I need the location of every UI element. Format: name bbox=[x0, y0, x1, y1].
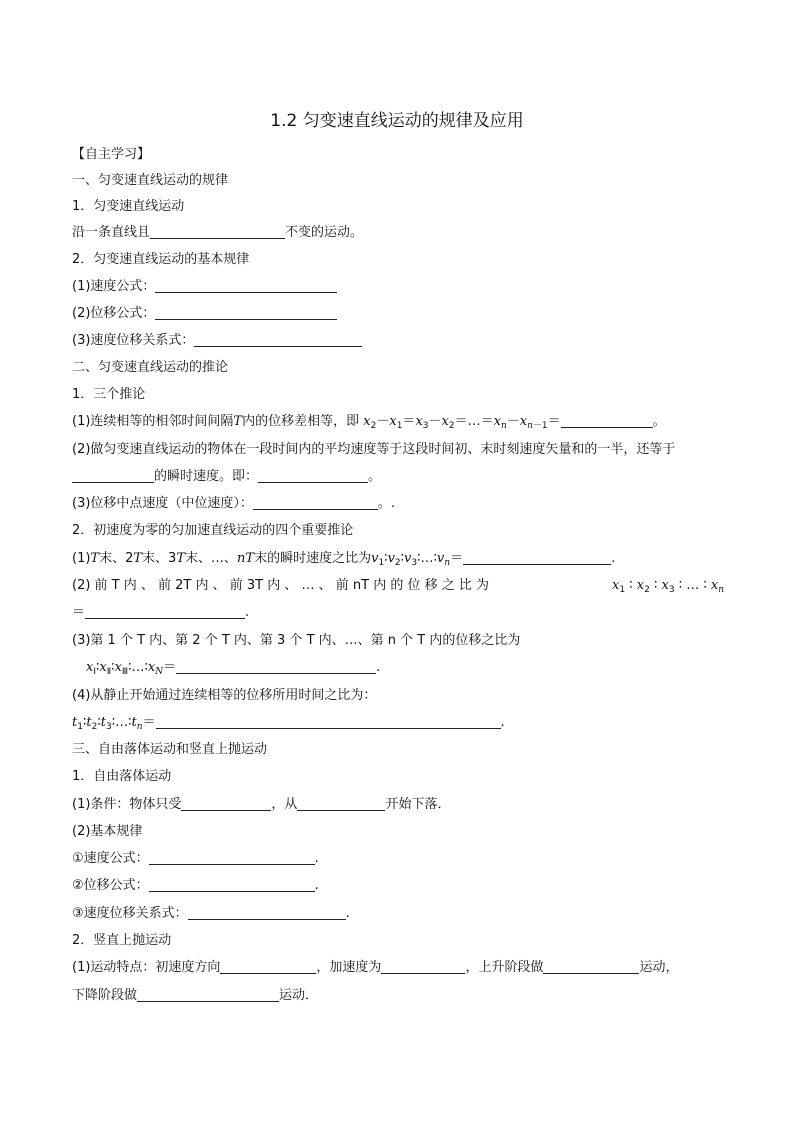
inference-2-cont: 的瞬时速度。即： 。 bbox=[72, 468, 381, 486]
projectile-features bbox=[72, 959, 678, 977]
text: (2) 前 T 内 、 前 2T 内 、 前 3T 内 、 … 、 前 nT 内 的 位 移 之 比 为 bbox=[72, 578, 490, 593]
blank-field[interactable] bbox=[176, 659, 376, 674]
blank-field[interactable] bbox=[194, 332, 362, 347]
blank-field[interactable] bbox=[258, 468, 368, 483]
subheading-3-1: 1．自由落体运动 bbox=[72, 769, 172, 784]
text: 内的位移差相等，即 bbox=[242, 414, 360, 429]
blank-field[interactable] bbox=[155, 305, 337, 320]
ratio-2-tail: $x_1$ ∶ $x_2$ ∶ $x_3$ ∶ … ∶ $x_n$ bbox=[612, 578, 724, 595]
text: (1)连续相等的相邻时间间隔 bbox=[72, 414, 234, 429]
ratio-3-cont: $x_Ⅰ∶x_Ⅱ∶x_Ⅲ∶\dots∶x_N=$ . bbox=[86, 660, 381, 677]
page-title: 1.2 匀变速直线运动的规律及应用 bbox=[270, 111, 524, 131]
heading-3: 三、自由落体运动和竖直上抛运动 bbox=[72, 742, 268, 757]
blank-field[interactable] bbox=[85, 604, 245, 619]
label: ②位移公式： bbox=[72, 878, 149, 893]
label: ③速度位移关系式： bbox=[72, 906, 188, 921]
label: (3)速度位移关系式： bbox=[72, 333, 195, 348]
basic-laws: (2)基本规律 bbox=[72, 824, 143, 839]
heading-1: 一、匀变速直线运动的规律 bbox=[72, 173, 229, 188]
projectile-features-cont bbox=[72, 987, 318, 1005]
blank-field[interactable] bbox=[72, 468, 154, 483]
subheading-3-2: 2．竖直上抛运动 bbox=[72, 933, 172, 948]
ratio-4-cont: $t_1∶t_2∶t_3∶\dots∶t_n=$ . bbox=[72, 715, 505, 732]
text: 不变的运动。 bbox=[285, 225, 364, 240]
ratio-2-cont: ＝ . bbox=[72, 605, 250, 620]
subheading-2-1: 1．三个推论 bbox=[72, 387, 146, 402]
inference-2: (2)做匀变速直线运动的物体在一段时间内的平均速度等于这段时间初、末时刻速度矢量和的一半，还等于 bbox=[72, 442, 676, 457]
text: 运动， bbox=[639, 960, 679, 975]
velocity-displacement-line bbox=[72, 332, 362, 350]
text: (1)运动特点：初速度方向 bbox=[72, 960, 221, 975]
text: 开始下落． bbox=[385, 797, 451, 812]
blank-field[interactable] bbox=[381, 959, 465, 974]
subheading-1-1: 1．匀变速直线运动 bbox=[72, 199, 185, 214]
blank-field[interactable] bbox=[463, 550, 611, 565]
displacement-formula-line bbox=[72, 305, 337, 323]
blank-field[interactable] bbox=[181, 796, 271, 811]
subheading-2-2: 2．初速度为零的匀加速直线运动的四个重要推论 bbox=[72, 523, 354, 538]
inference-1: (1)连续相等的相邻时间间隔T内的位移差相等，即 $x_2-x_1=x_3-x_2=\dots=x_n-x_{n-1}=$ 。 bbox=[72, 414, 666, 431]
free-fall-displacement: ②位移公式： . bbox=[72, 878, 319, 893]
label: (2)位移公式： bbox=[72, 306, 156, 321]
text: 沿一条直线且 bbox=[72, 225, 151, 240]
free-fall-condition bbox=[72, 796, 450, 814]
text: ，上升阶段做 bbox=[465, 960, 544, 975]
blank-field[interactable] bbox=[220, 959, 316, 974]
blank-field[interactable] bbox=[155, 278, 337, 293]
uniform-accel-definition bbox=[72, 224, 363, 242]
free-fall-velocity: ①速度公式： . bbox=[72, 851, 319, 866]
ratio-4: (4)从静止开始通过连续相等的位移所用时间之比为： bbox=[72, 688, 377, 703]
blank-field[interactable] bbox=[149, 850, 315, 865]
blank-field[interactable] bbox=[150, 224, 285, 239]
text: ，加速度为 bbox=[316, 960, 382, 975]
inference-3: (3)位移中点速度（中位速度）： 。. bbox=[72, 496, 396, 511]
blank-field[interactable] bbox=[543, 959, 639, 974]
blank-field[interactable] bbox=[137, 987, 279, 1002]
blank-field[interactable] bbox=[253, 495, 378, 510]
blank-field[interactable] bbox=[156, 714, 501, 729]
velocity-formula-line bbox=[72, 278, 337, 296]
text: (1)条件：物体只受 bbox=[72, 797, 182, 812]
text: (3)位移中点速度（中位速度）： bbox=[72, 496, 253, 511]
text: 末的瞬时速度之比为 bbox=[254, 551, 372, 566]
ratio-1: (1)T末、2T末、3T末、…、nT末的瞬时速度之比为$v_1∶v_2∶v_3∶\dots∶v_n=$ . bbox=[72, 551, 616, 568]
label: (1)速度公式： bbox=[72, 279, 156, 294]
blank-field[interactable] bbox=[188, 905, 346, 920]
text: 的瞬时速度。即： bbox=[154, 469, 259, 484]
text: 下降阶段做 bbox=[72, 988, 138, 1003]
text: 运动． bbox=[279, 988, 319, 1003]
text: ，从 bbox=[271, 797, 298, 812]
blank-field[interactable] bbox=[297, 796, 385, 811]
heading-2: 二、匀变速直线运动的推论 bbox=[72, 360, 229, 375]
blank-field[interactable] bbox=[149, 877, 315, 892]
text: (1) bbox=[72, 551, 91, 566]
section-tag: 【自主学习】 bbox=[72, 147, 151, 162]
subheading-1-2: 2．匀变速直线运动的基本规律 bbox=[72, 252, 250, 267]
ratio-3: (3)第 1 个 T 内、第 2 个 T 内、第 3 个 T 内、…、第 n 个 T 内的位移之比为 bbox=[72, 633, 521, 648]
free-fall-vx: ③速度位移关系式： . bbox=[72, 906, 350, 921]
label: ①速度公式： bbox=[72, 851, 149, 866]
blank-field[interactable] bbox=[561, 413, 653, 428]
ratio-2 bbox=[72, 577, 724, 595]
